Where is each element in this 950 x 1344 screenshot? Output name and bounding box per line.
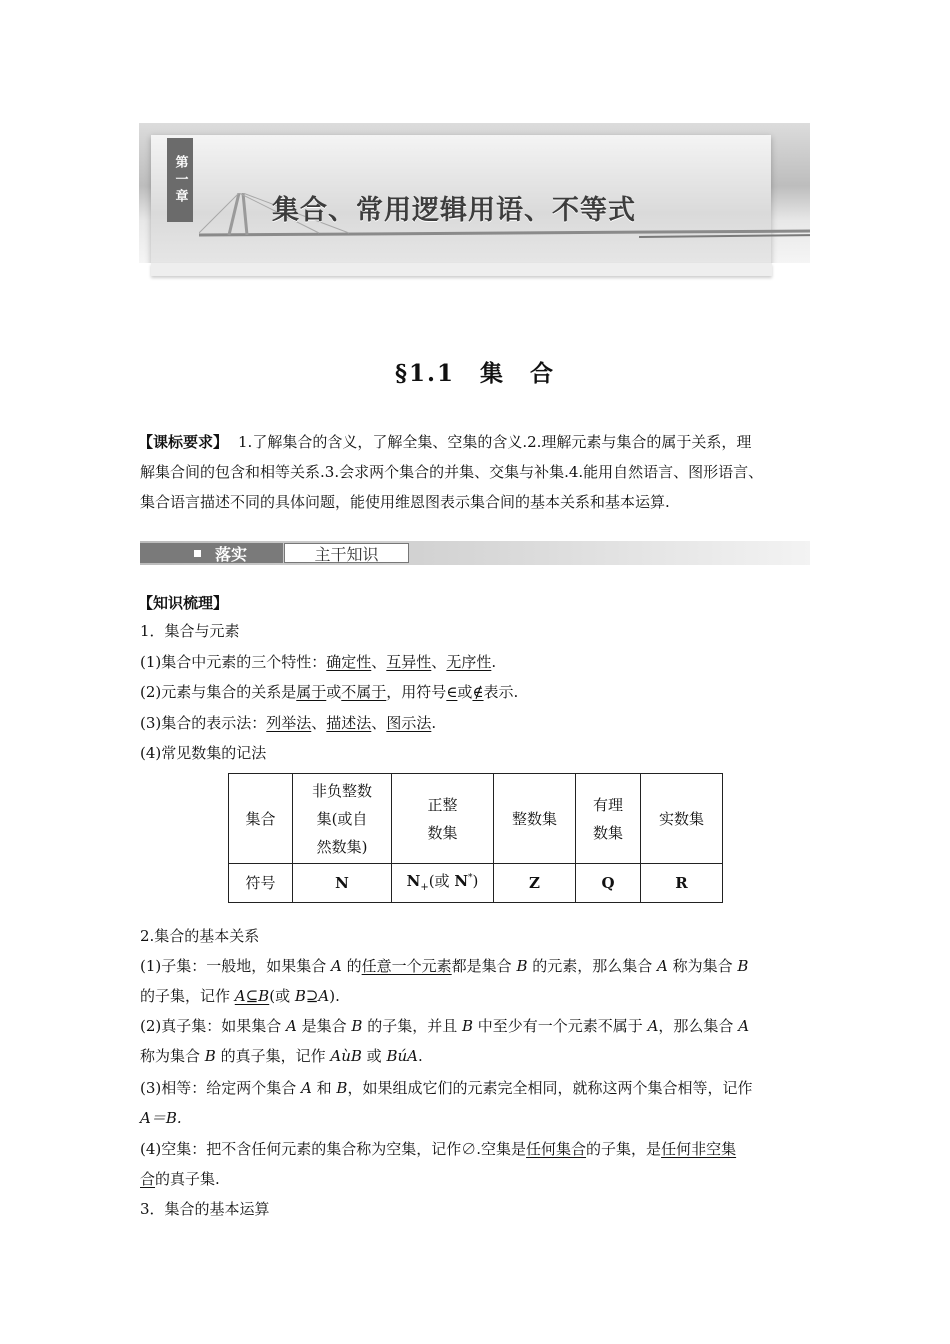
number-sets-table [228, 773, 723, 903]
s2-p2-l1: (2)真子集：如果集合 A 是集合 B 的子集，并且 B 中至少有一个元素不属于 A，那么集合 A [140, 1017, 750, 1035]
s2-p2-l2: 称为集合 B 的真子集，记作 AùB 或 BúA. [140, 1047, 423, 1065]
s1-p1: (1)集合中元素的三个特性：确定性、互异性、无序性. [140, 653, 497, 671]
s2-p4-l1: (4)空集：把不含任何元素的集合称为空集，记作∅.空集是任何集合的子集，是任何非空集 [140, 1140, 737, 1158]
requirements-line-2: 解集合间的包含和相等关系.3.会求两个集合的并集、交集与补集.4.能用自然语言、图形语言、 [140, 463, 764, 481]
s2-p3-l2: A＝B. [140, 1109, 182, 1127]
s1-p2: (2)元素与集合的关系是属于或不属于，用符号∈或∉表示. [140, 683, 519, 701]
knowledge-heading: 【知识梳理】 [138, 594, 229, 612]
requirements-line-1: 【课标要求】 1.了解集合的含义，了解全集、空集的含义.2.理解元素与集合的属于关系，理 [138, 433, 752, 451]
s2-title: 2.集合的基本关系 [140, 927, 260, 945]
banner-shadow [151, 263, 772, 276]
s2-p4-l2: 合的真子集. [140, 1170, 220, 1188]
s1-p4: (4)常见数集的记法 [140, 744, 267, 762]
s2-p1-l2: 的子集，记作 A⊆B(或 B⊇A). [140, 987, 340, 1005]
s2-p3-l1: (3)相等：给定两个集合 A 和 B，如果组成它们的元素完全相同，就称这两个集合相等，记作 [140, 1079, 753, 1097]
chapter-title: 集合、常用逻辑用语、不等式 [272, 195, 636, 226]
requirements-label: 【课标要求】 [138, 433, 229, 451]
s3-title: 3．集合的基本运算 [140, 1200, 270, 1218]
section-title: §1.1 集 合 [394, 360, 556, 387]
s1-title: 1．集合与元素 [140, 622, 240, 640]
table-row: 集合 非负整数 集(或自 然数集) 正整 数集 整数集 有理 数集 实数集 [229, 774, 723, 864]
table-row: 符号 N $N_+$(或 N*) Z Q R [229, 864, 723, 903]
chapter-tag: 第一章 [167, 138, 193, 222]
s2-p1-l1: (1)子集：一般地，如果集合 A 的任意一个元素都是集合 B 的元素，那么集合 A 称为集合 B [140, 957, 749, 975]
s1-p3: (3)集合的表示法：列举法、描述法、图示法. [140, 714, 437, 732]
bar-light-label: 主干知识 [284, 543, 409, 563]
square-icon [194, 550, 201, 557]
requirements-line-3: 集合语言描述不同的具体问题，能使用维恩图表示集合间的基本关系和基本运算. [140, 493, 670, 511]
bar-dark-label: 落实 [140, 543, 283, 563]
